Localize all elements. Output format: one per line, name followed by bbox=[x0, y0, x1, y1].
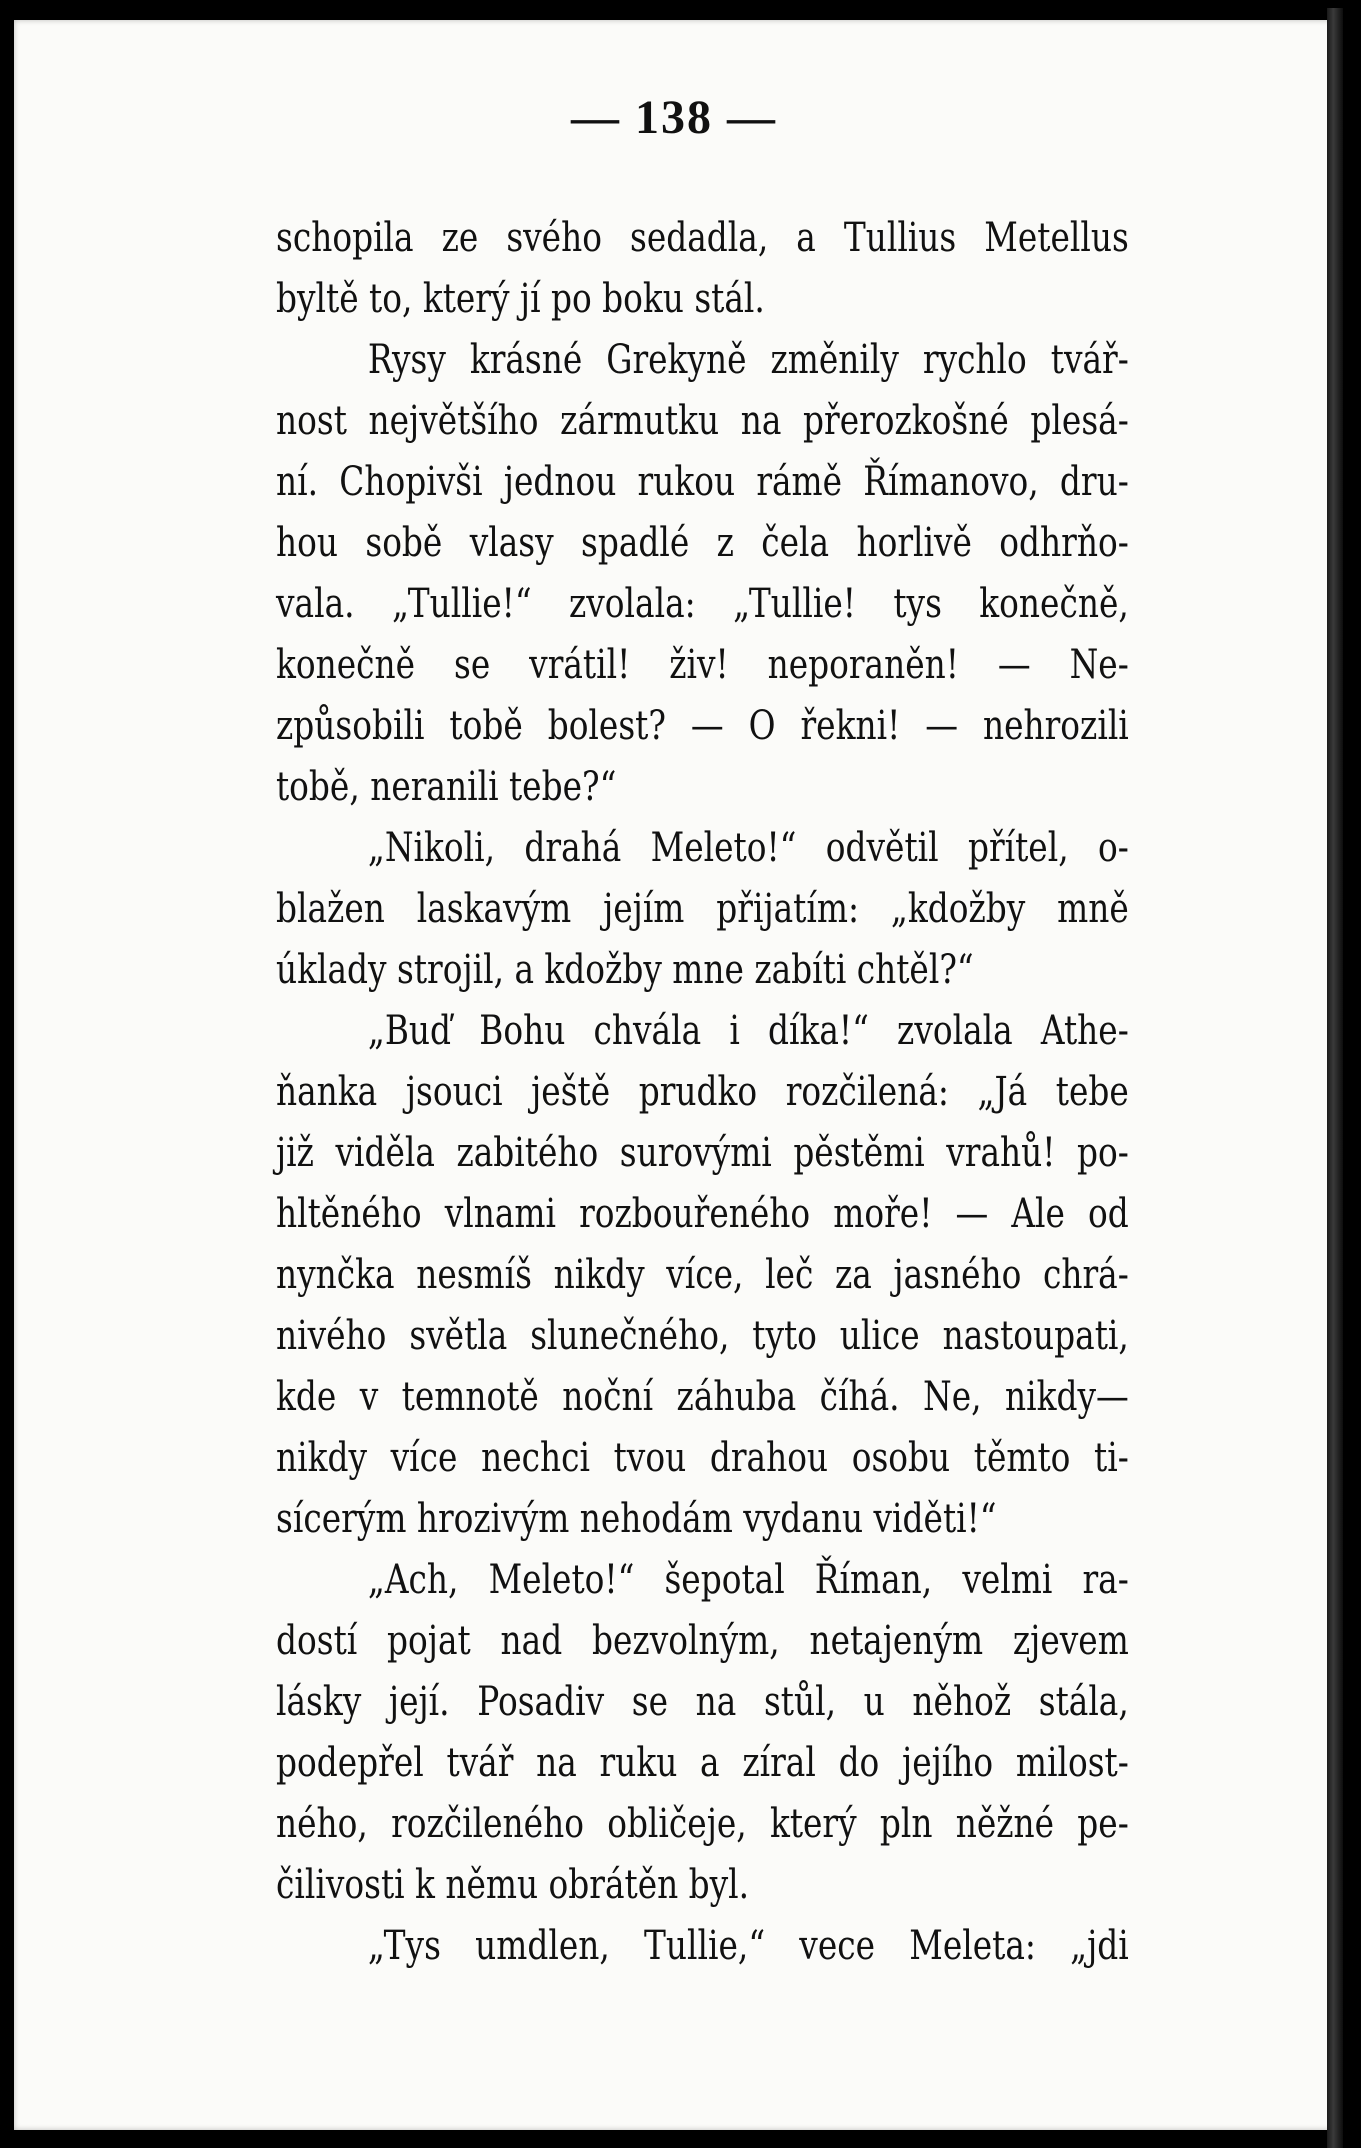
text-line: ného, rozčileného obličeje, který pln něžné pe- bbox=[276, 1801, 1129, 1847]
text-line: blažen laskavým jejím přijatím: „kdožby mně bbox=[276, 886, 1129, 932]
text-line: vala. „Tullie!“ zvolala: „Tullie! tys konečně, bbox=[276, 581, 1129, 627]
text-line: hou sobě vlasy spadlé z čela horlivě odhrňo- bbox=[276, 520, 1129, 566]
text-line: Rysy krásné Grekyně změnily rychlo tvář- bbox=[367, 337, 1129, 383]
text-line: „Ach, Meleto!“ šepotal Říman, velmi ra- bbox=[367, 1557, 1129, 1603]
text-line: kde v temnotě noční záhuba číhá. Ne, nikdy— bbox=[276, 1374, 1129, 1420]
text-line: „Nikoli, drahá Meleto!“ odvětil přítel, o- bbox=[367, 825, 1129, 871]
text-line: nivého světla slunečného, tyto ulice nastoupati, bbox=[276, 1313, 1129, 1359]
body-text bbox=[276, 208, 1129, 1977]
text-line: hltěného vlnami rozbouřeného moře! — Ale od bbox=[276, 1191, 1129, 1237]
text-line: konečně se vrátil! živ! neporaněn! — Ne- bbox=[276, 642, 1129, 688]
text-line: již viděla zabitého surovými pěstěmi vrahů! po- bbox=[276, 1130, 1129, 1176]
text-line: schopila ze svého sedadla, a Tullius Metellus bbox=[276, 215, 1129, 261]
text-line: ní. Chopivši jednou rukou rámě Římanovo, dru- bbox=[276, 459, 1129, 505]
text-line: způsobili tobě bolest? — O řekni! — nehrozili bbox=[276, 703, 1129, 749]
text-line: ňanka jsouci ještě prudko rozčilená: „Já tebe bbox=[276, 1069, 1129, 1115]
text-line: čilivosti k němu obrátěn byl. bbox=[276, 1862, 750, 1908]
book-page bbox=[14, 20, 1334, 2130]
text-line: úklady strojil, a kdožby mne zabíti chtěl?“ bbox=[276, 947, 974, 993]
page-number: — 138 — bbox=[571, 91, 777, 144]
text-line: nikdy více nechci tvou drahou osobu těmto ti- bbox=[276, 1435, 1129, 1481]
page-edge-shadow bbox=[1327, 8, 1343, 2148]
text-line: tobě, neranili tebe?“ bbox=[276, 764, 617, 810]
text-line: lásky její. Posadiv se na stůl, u něhož stála, bbox=[276, 1679, 1129, 1725]
text-line: „Buď Bohu chvála i díka!“ zvolala Athe- bbox=[367, 1008, 1129, 1054]
text-line: „Tys umdlen, Tullie,“ vece Meleta: „jdi bbox=[367, 1923, 1129, 1969]
text-line: nost největšího zármutku na přerozkošné plesá- bbox=[276, 398, 1129, 444]
text-line: nynčka nesmíš nikdy více, leč za jasného chrá- bbox=[276, 1252, 1129, 1298]
text-line: sícerým hrozivým nehodám vydanu viděti!“ bbox=[276, 1496, 997, 1542]
text-line: byltě to, který jí po boku stál. bbox=[276, 276, 765, 322]
text-line: podepřel tvář na ruku a zíral do jejího milost- bbox=[276, 1740, 1129, 1786]
text-line: dostí pojat nad bezvolným, netajeným zjevem bbox=[276, 1618, 1129, 1664]
